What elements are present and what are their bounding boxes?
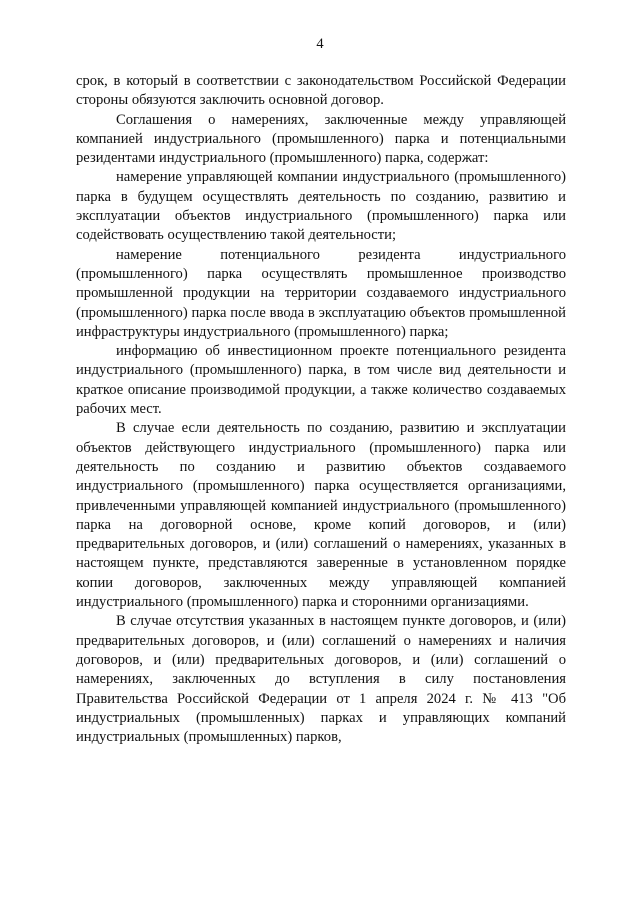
paragraph-absence-of-agreements: В случае отсутствия указанных в настоящем пункте договоров, и (или) предварительных договоров, и (или) соглашений о намерениях и наличия договоров, и (или) предварительных договоров, и (или) соглашений о намерениях, заключенных до вступления в силу постановления Правительства Российской Федерации от 1 апреля 2024 г. № 413 "Об индустриальных (промышленных) парках и управляющих компаний индустриальных (промышленных) парков, xyxy=(76,613,566,746)
body-text xyxy=(76,72,566,747)
paragraph-investment-project-info: информацию об инвестиционном проекте потенциального резидента индустриального (промышленного) парка, в том числе вид деятельности и краткое описание производимой продукции, а также количество создаваемых рабочих мест. xyxy=(76,343,566,418)
paragraph-continuation: срок, в который в соответствии с законодательством Российской Федерации стороны обязуются заключить основной договор. xyxy=(76,73,566,109)
paragraph-third-party-organizations: В случае если деятельность по созданию, развитию и эксплуатации объектов действующего индустриального (промышленного) парка или деятельность по созданию и развитию объектов создаваемого индустриального (промышленного) парка осуществляется организациями, привлеченными управляющей компанией индустриального (промышленного) парка на договорной основе, кроме копий договоров, и (или) предварительных договоров, и (или) соглашений о намерениях, указанных в настоящем пункте, представляются заверенные в установленном порядке копии договоров, заключенных между управляющей компанией индустриального (промышленного) парка и сторонними организациями. xyxy=(76,420,566,611)
paragraph-management-company-intent: намерение управляющей компании индустриального (промышленного) парка в будущем осуществлять деятельность по созданию, развитию и эксплуатации объектов индустриального (промышленного) парка или содействовать осуществлению такой деятельности; xyxy=(76,169,566,244)
paragraph-intentions-agreements: Соглашения о намерениях, заключенные между управляющей компанией индустриального (промышленного) парка и потенциальными резидентами индустриального (промышленного) парка, содержат: xyxy=(76,111,566,167)
paragraph-resident-intent: намерение потенциального резидента индустриального (промышленного) парка осуществлять промышленное производство промышленной продукции на территории создаваемого индустриального (промышленного) парка после ввода в эксплуатацию объектов промышленной инфраструктуры индустриального (промышленного) парка; xyxy=(76,246,566,340)
page-number: 4 xyxy=(316,36,324,52)
